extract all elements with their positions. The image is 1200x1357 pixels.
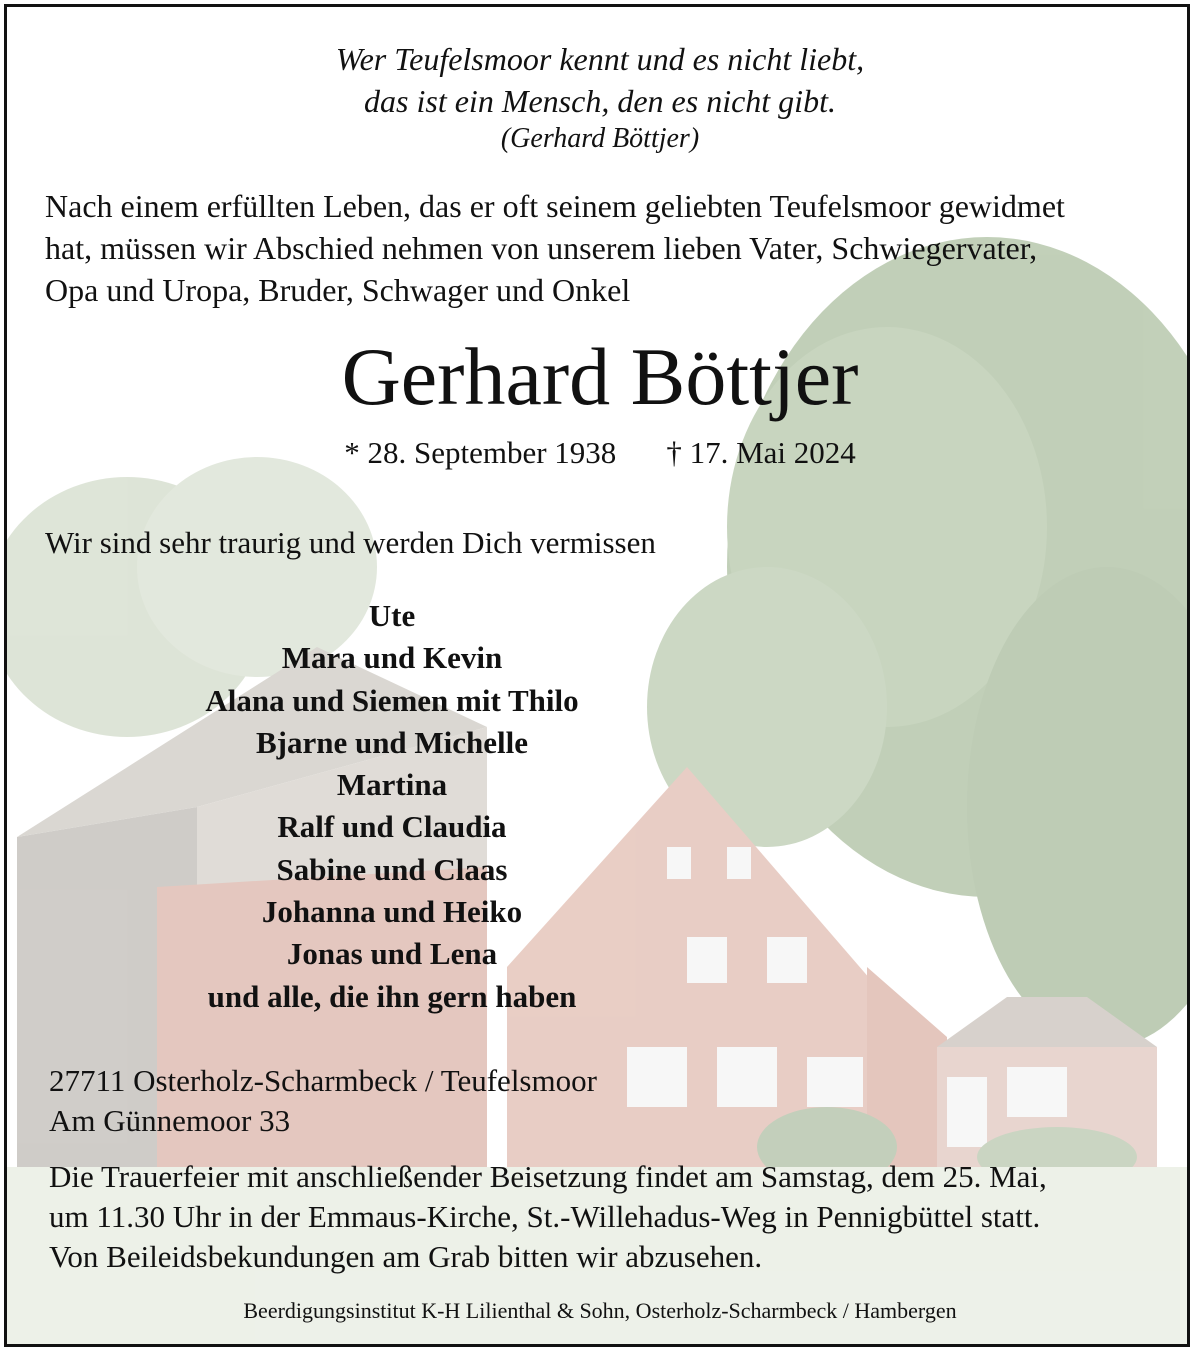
family-member: und alle, die ihn gern haben xyxy=(207,978,577,1014)
family-member: Martina xyxy=(336,767,448,803)
life-dates xyxy=(7,435,1190,471)
service-line: Die Trauerfeier mit anschließender Beisetzung findet am Samstag, dem 25. Mai, xyxy=(49,1159,1047,1194)
mourning-text: Wir sind sehr traurig und werden Dich vermissen xyxy=(45,525,656,560)
service-line: Von Beileidsbekundungen am Grab bitten wir abzusehen. xyxy=(49,1239,763,1274)
funeral-home-footer: Beerdigungsinstitut K-H Lilienthal & Sohn, Osterholz-Scharmbeck / Hambergen xyxy=(243,1298,957,1323)
family-member: Mara und Kevin xyxy=(281,640,503,676)
address-block xyxy=(49,1061,597,1141)
family-member: Alana und Siemen mit Thilo xyxy=(205,682,579,718)
family-member: Johanna und Heiko xyxy=(261,894,523,930)
intro-line: Nach einem erfüllten Leben, das er oft seinem geliebten Teufelsmoor gewidmet xyxy=(45,188,1065,224)
service-info xyxy=(49,1157,1179,1277)
deceased-name: Gerhard Böttjer xyxy=(341,331,859,422)
quote-author: (Gerhard Böttjer) xyxy=(500,123,700,154)
address-city: 27711 Osterholz-Scharmbeck / Teufelsmoor xyxy=(49,1063,597,1098)
family-list xyxy=(157,595,627,1018)
quote-line: das ist ein Mensch, den es nicht gibt. xyxy=(364,83,836,119)
notice-content xyxy=(7,7,1190,1347)
family-member: Sabine und Claas xyxy=(276,851,508,887)
intro-line: Opa und Uropa, Bruder, Schwager und Onkel xyxy=(45,272,631,308)
death-date: † 17. Mai 2024 xyxy=(666,435,856,470)
intro-line: hat, müssen wir Abschied nehmen von unserem lieben Vater, Schwiegervater, xyxy=(45,230,1038,266)
obituary-notice xyxy=(4,4,1190,1347)
intro-text xyxy=(45,185,1165,311)
address-street: Am Günnemoor 33 xyxy=(49,1103,291,1138)
quote-line: Wer Teufelsmoor kennt und es nicht liebt, xyxy=(335,41,865,77)
family-member: Jonas und Lena xyxy=(286,936,498,972)
service-line: um 11.30 Uhr in der Emmaus-Kirche, St.-Willehadus-Weg in Pennigbüttel statt. xyxy=(49,1199,1041,1234)
family-member: Bjarne und Michelle xyxy=(255,724,529,760)
family-member: Ralf und Claudia xyxy=(277,809,507,845)
birth-date: * 28. September 1938 xyxy=(344,435,617,470)
family-member: Ute xyxy=(368,598,416,633)
